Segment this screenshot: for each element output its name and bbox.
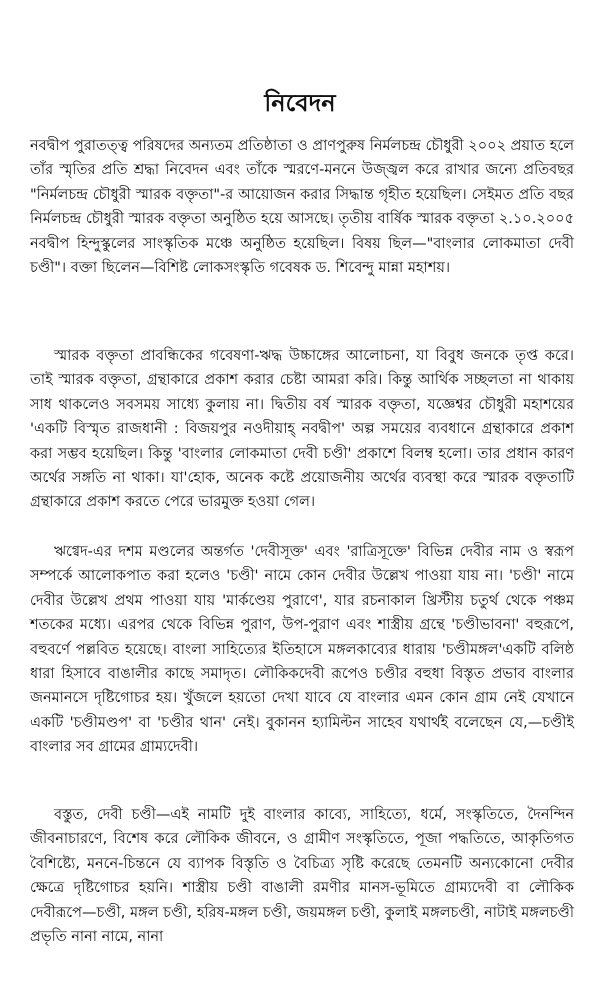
page-title: নিবেদন xyxy=(264,89,336,118)
paragraph-4: বস্তুত, দেবী চণ্ডী—এই নামটি দুই বাংলার কাব্যে, সাহিত্যে, ধর্মে, সংস্কৃতিতে, দৈনন্দিন জীবনাচারণে, বিশেষ করে লৌকিক জীবনে, ও গ্রামীণ সংস্কৃতিতে, পূজা পদ্ধতিতে, আকৃতিগত বৈশিষ্ট্যে, মননে-চিন্তনে যে ব্যাপক বিস্তৃতি ও বৈচিত্র্য সৃষ্টি করেছে তেমনটি অন্যকোনো দেবীর ক্ষেত্রে দৃষ্টিগোচর হয়নি। শাস্ত্রীয় চণ্ডী বাঙালী রমণীর মানস-ভূমিতে গ্রাম্যদেবী বা লৌকিক দেবীরূপে—চণ্ডী, মঙ্গল চণ্ডী, হরিষ-মঙ্গল চণ্ডী, জয়মঙ্গল চণ্ডী, কুলাই মঙ্গলচণ্ডী, নাটাই মঙ্গলচণ্ডী প্রভৃতি নানা নামে, নানা xyxy=(30,807,574,946)
paragraph-1: নবদ্বীপ পুরাতত্ত্ব পরিষদের অন্যতম প্রতিষ্ঠাতা ও প্রাণপুরুষ নির্মলচন্দ্র চৌধুরী ২০০২ প্রয়াত হলে তাঁর স্মৃতির প্রতি শ্রদ্ধা নিবেদন এবং তাঁকে স্মরণে-মননে উজ্জ্বল করে রাখার জন্যে প্রতিবছর "নির্মলচন্দ্র চৌধুরী স্মারক বক্তৃতা"-র আয়োজন করার সিদ্ধান্ত গৃহীত হয়েছিল। সেইমত প্রতি বছর নির্মলচন্দ্র চৌধুরী স্মারক বক্তৃতা অনুষ্ঠিত হয়ে আসছে। তৃতীয় বার্ষিক স্মারক বক্তৃতা ২.১০.২০০৫ নবদ্বীপ হিন্দুস্কুলের সাংস্কৃতিক মঞ্চে অনুষ্ঠিত হয়েছিল। বিষয় ছিল—"বাংলার লোকমাতা দেবী চণ্ডী"। বক্তা ছিলেন—বিশিষ্ট লোকসংস্কৃতি গবেষক ড. শিবেন্দু মান্না মহাশয়। xyxy=(30,138,574,277)
paragraph-2: স্মারক বক্তৃতা প্রাবন্ধিকের গবেষণা-ঋদ্ধ উচ্চাঙ্গের আলোচনা, যা বিবুধ জনকে তৃপ্ত করে। তাই স্মারক বক্তৃতা, গ্রন্থাকারে প্রকাশ করার চেষ্টা আমরা করি। কিন্তু আর্থিক সচ্ছলতা না থাকায় সাধ থাকলেও সবসময় সাধ্যে কুলায় না। দ্বিতীয় বর্ষ স্মারক বক্তৃতা, যজ্ঞেশ্বর চৌধুরী মহাশয়ের 'একটি বিস্মৃত রাজধানী : বিজয়পুর নওদীয়াহ্‌ নবদ্বীপ' অল্প সময়ের ব্যবধানে গ্রন্থাকারে প্রকাশ করা সম্ভব হয়েছিল। কিন্তু 'বাংলার লোকমাতা দেবী চণ্ডী' প্রকাশে বিলম্ব হলো। তার প্রধান কারণ অর্থের সঙ্গতি না থাকা। যা'হোক, অনেক কষ্টে প্রয়োজনীয় অর্থের ব্যবস্থা করে স্মারক বক্তৃতাটি গ্রন্থাকারে প্রকাশ করতে পেরে ভারমুক্ত হওয়া গেল। xyxy=(30,348,574,511)
paragraph-3: ঋগ্বেদ-এর দশম মণ্ডলের অন্তর্গত 'দেবীসূক্ত' এবং 'রাত্রিসূক্তে' বিভিন্ন দেবীর নাম ও স্বরূপ সম্পর্কে আলোকপাত করা হলেও 'চণ্ডী' নামে কোন দেবীর উল্লেখ পাওয়া যায় না। 'চণ্ডী' নামে দেবীর উল্লেখ প্রথম পাওয়া যায় 'মার্কণ্ডেয় পুরাণে', যার রচনাকাল খ্রিস্টীয় চতুর্থ থেকে পঞ্চম শতকের মধ্যে। এরপর থেকে বিভিন্ন পুরাণ, উপ-পুরাণ এবং শাস্ত্রীয় গ্রন্থে 'চণ্ডীভাবনা' বহুরূপে, বহুবর্ণে পল্লবিত হয়েছে। বাংলা সাহিত্যের ইতিহাসে মঙ্গলকাব্যের ধারায় 'চণ্ডীমঙ্গল'একটি বলিষ্ঠ ধারা হিসাবে বাঙালীর কাছে সমাদৃত। লৌকিকদেবী রূপেও চণ্ডীর বহুধা বিস্তৃত প্রভাব বাংলার জনমানসে দৃষ্টিগোচর হয়। খুঁজলে হয়তো দেখা যাবে যে বাংলার এমন কোন গ্রাম নেই যেখানে একটি 'চণ্ডীমণ্ডপ' বা 'চণ্ডীর থান' নেই। বুকানন হ্যামিল্টন সাহেব যথার্থই বলেছেন যে,—চণ্ডীই বাংলার সব গ্রামের গ্রাম্যদেবী। xyxy=(30,544,574,756)
